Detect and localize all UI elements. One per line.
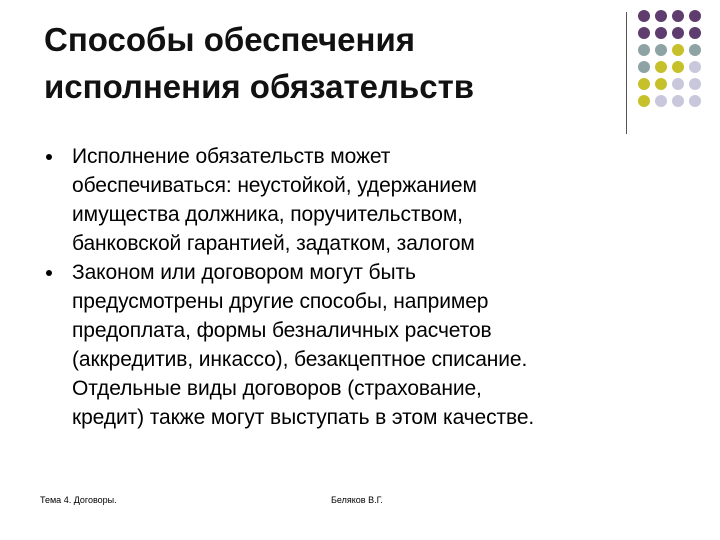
decorative-divider [626,12,627,134]
decorative-dot [689,44,701,56]
bullet-list [46,142,686,432]
bullet-text-line: (аккредитив, инкассо), безакцептное списание. [72,348,528,371]
footer-topic: Тема 4. Договоры. [40,495,117,505]
decorative-dot [655,95,667,107]
title-line: Способы обеспечения [44,21,415,58]
decorative-dot [638,61,650,73]
decorative-dot [672,10,684,22]
bullet-dot-icon [46,270,52,276]
bullet-text-line: имущества должника, поручительством, [72,203,463,226]
bullet-item [46,258,686,432]
decorative-dot [655,27,667,39]
bullet-text-line: банковской гарантией, задатком, залогом [72,232,475,255]
decorative-dot [672,95,684,107]
decorative-dot [638,95,650,107]
decorative-dot [672,61,684,73]
slide-title [44,16,604,110]
bullet-item [46,142,686,258]
decorative-dot [638,44,650,56]
bullet-text-line: кредит) также могут выступать в этом качестве. [72,406,535,429]
bullet-text-line: Законом или договором могут быть [72,261,416,284]
decorative-dot [672,27,684,39]
decorative-dot-grid [638,10,718,112]
bullet-text-line: Отдельные виды договоров (страхование, [72,377,482,400]
decorative-dot [638,27,650,39]
decorative-dot [655,61,667,73]
bullet-text-line: обеспечиваться: неустойкой, удержанием [72,174,477,197]
decorative-dot [689,27,701,39]
bullet-text-line: предусмотрены другие способы, например [72,290,489,313]
title-line: исполнения обязательств [44,68,475,105]
decorative-dot [638,10,650,22]
decorative-dot [672,78,684,90]
decorative-dot [689,95,701,107]
decorative-dot [655,78,667,90]
decorative-dot [689,10,701,22]
decorative-dot [655,10,667,22]
decorative-dot [655,44,667,56]
bullet-text-line: Исполнение обязательств может [72,145,391,168]
decorative-dot [689,78,701,90]
decorative-dot [638,78,650,90]
decorative-dot [672,44,684,56]
bullet-dot-icon [46,154,52,160]
footer-author: Беляков В.Г. [331,495,383,505]
decorative-dot [689,61,701,73]
bullet-text-line: предоплата, формы безналичных расчетов [72,319,492,342]
